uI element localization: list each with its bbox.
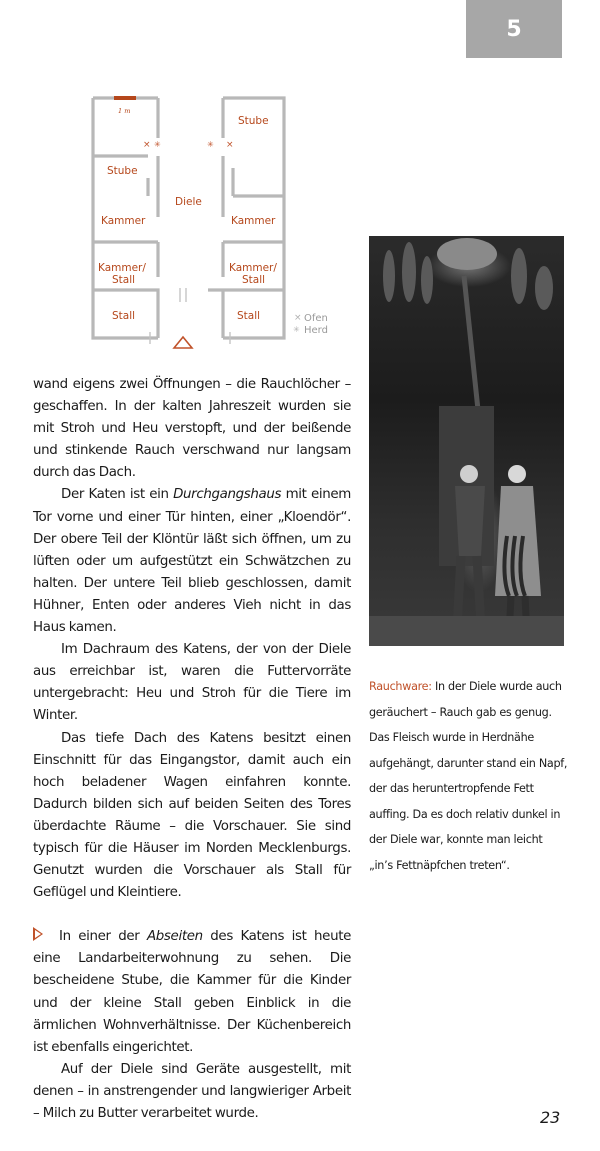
photo-caption bbox=[369, 674, 569, 878]
scale-bar bbox=[114, 96, 136, 100]
floor-plan-drawing bbox=[88, 92, 348, 354]
legend-ofen-icon: × bbox=[294, 313, 302, 323]
paragraph bbox=[33, 926, 351, 1059]
herd-icon: ✳ bbox=[154, 140, 161, 149]
entrance-triangle-icon bbox=[174, 337, 192, 348]
room-diele: Diele bbox=[175, 196, 202, 208]
scale-label: 1 m bbox=[118, 107, 131, 115]
paragraph: wand eigens zwei Öffnungen – die Rauchlöcher – geschaffen. In der kalten Jahreszeit wurden sie mit Stroh und Heu verstopft, und der beißende und stinkende Rauch verschwand nur langsam durch das Dach. bbox=[33, 377, 351, 481]
text-run: mit einem Tor vorne und einer Tür hinten, einer „Kloendör“. Der obere Teil der Klöntür läßt sich öffnen, um zu lüften oder um aufgestützt ein Schwätzchen zu halten. Der untere Teil blieb geschlossen, damit Hühner, Enten oder anderes Vieh nicht in das Haus kamen. bbox=[33, 487, 351, 636]
room-kammer-stall-right-2: Stall bbox=[242, 274, 266, 286]
room-stall-right: Stall bbox=[237, 310, 261, 322]
page-number: 23 bbox=[540, 1108, 561, 1127]
pointer-arrow-icon bbox=[33, 927, 43, 941]
chapter-number: 5 bbox=[506, 16, 522, 42]
ofen-icon: × bbox=[226, 140, 234, 150]
room-stube-right: Stube bbox=[238, 115, 269, 127]
room-kammer-left: Kammer bbox=[101, 215, 146, 227]
body-text bbox=[33, 374, 351, 1125]
paragraph: Auf der Diele sind Geräte ausgestellt, mit denen – in anstrengender und langwieriger Arbeit – Milch zu Butter verarbeitet wurde. bbox=[33, 1061, 351, 1121]
room-kammer-stall-left-2: Stall bbox=[112, 274, 136, 286]
paragraph bbox=[33, 484, 351, 639]
room-kammer-right: Kammer bbox=[231, 215, 276, 227]
door-marks bbox=[150, 332, 230, 344]
man-figure bbox=[455, 465, 485, 628]
text-run: In einer der bbox=[59, 929, 147, 945]
woman-figure bbox=[495, 465, 541, 636]
text-run: Der Katen ist ein bbox=[61, 487, 174, 503]
legend-herd-icon: ✳ bbox=[293, 325, 300, 334]
legend-ofen-label: Ofen bbox=[304, 313, 328, 324]
paragraph: Das tiefe Dach des Katens besitzt einen Einschnitt für das Eingangstor, damit auch ein hoch beladener Wagen einfahren konnte. Dadurch bilden sich auf beiden Seiten des Tores überdachte Räume – die Vorschauer. Sie sind typisch für die Häuser im Norden Mecklenburgs. Genutzt wurden die Vorschauer als Stall für Geflügel und Kleintiere. bbox=[33, 730, 351, 901]
floor-plan bbox=[88, 92, 348, 354]
room-kammer-stall-left-1: Kammer/ bbox=[98, 262, 146, 274]
smokehouse-photo bbox=[369, 236, 564, 646]
room-stall-left: Stall bbox=[112, 310, 136, 322]
ofen-icon: × bbox=[143, 140, 151, 150]
herd-icon: ✳ bbox=[207, 140, 214, 149]
text-run: des Katens ist heute eine Landarbeiterwohnung zu sehen. Die bescheidene Stube, die Kammer für die Kinder und der kleine Stall geben Einblick in die ärmlichen Wohnverhältnisse. Der Küchenbereich ist ebenfalls eingerichtet. bbox=[33, 929, 351, 1055]
caption-text: In der Diele wurde auch geräuchert – Rauch gab es genug. Das Fleisch wurde in Herdnähe aufgehängt, darunter stand ein Napf, der das heruntertropfende Fett auffing. Da es doch relativ dunkel in der Diele war, konnte man leicht „in’s Fettnäpfchen treten“. bbox=[369, 680, 568, 872]
chapter-tab bbox=[466, 0, 562, 58]
floor bbox=[369, 616, 564, 646]
legend-herd-label: Herd bbox=[304, 325, 328, 336]
partition-mark bbox=[180, 288, 186, 302]
room-stube-left: Stube bbox=[107, 165, 138, 177]
photo-drawing bbox=[369, 236, 564, 646]
paragraph: Im Dachraum des Katens, der von der Diele aus erreichbar ist, waren die Futtervorräte untergebracht: Heu und Stroh für die Tiere im Winter. bbox=[33, 642, 351, 724]
room-kammer-stall-right-1: Kammer/ bbox=[229, 262, 277, 274]
emphasis: Abseiten bbox=[146, 929, 203, 945]
emphasis: Durchgangshaus bbox=[173, 487, 282, 503]
caption-lead: Rauchware: bbox=[369, 680, 432, 693]
